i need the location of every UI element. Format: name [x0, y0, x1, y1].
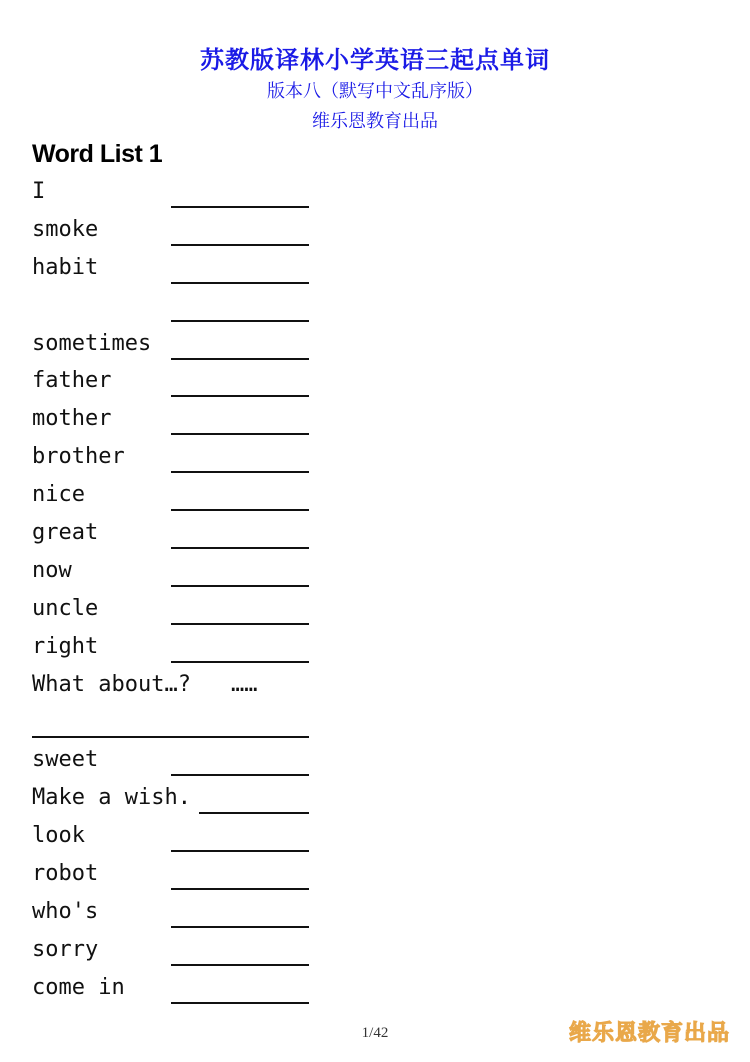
answer-blank: [171, 623, 309, 625]
word-text: right: [32, 633, 99, 659]
word-text: now: [32, 557, 72, 583]
word-row: [32, 365, 322, 403]
answer-blank: [171, 547, 309, 549]
word-text: look: [32, 823, 85, 849]
answer-blank: [171, 850, 309, 852]
answer-blank: [32, 736, 309, 738]
answer-blank: [171, 926, 309, 928]
word-row: [32, 896, 322, 934]
word-text: sorry: [32, 936, 99, 962]
answer-blank: [171, 471, 309, 473]
answer-blank: [171, 395, 309, 397]
ellipsis-suffix: ……: [231, 671, 258, 697]
word-text: sweet: [32, 747, 99, 773]
answer-blank: [171, 358, 309, 360]
word-text: mother: [32, 406, 112, 432]
word-row: [32, 555, 322, 593]
answer-blank: [171, 888, 309, 890]
answer-blank: [171, 206, 309, 208]
word-row: [32, 252, 322, 290]
word-text: come in: [32, 974, 125, 1000]
word-row: [32, 479, 322, 517]
word-row: [32, 631, 322, 669]
word-row: [32, 517, 322, 555]
answer-blank: [171, 585, 309, 587]
word-text: habit: [32, 254, 99, 280]
word-text: nice: [32, 482, 85, 508]
word-row: [32, 782, 322, 820]
word-list: [32, 176, 322, 1010]
page-number: 1/42: [361, 1025, 389, 1041]
word-row: [32, 593, 322, 631]
word-row: [32, 858, 322, 896]
publisher-line: 维乐恩教育出品: [312, 111, 438, 132]
answer-blank: [171, 774, 309, 776]
word-text: Make a wish.: [32, 785, 191, 811]
word-text: robot: [32, 861, 99, 887]
word-row: [32, 403, 322, 441]
answer-blank: [171, 1002, 309, 1004]
word-text: sometimes: [32, 330, 152, 356]
word-row: [32, 176, 322, 214]
word-row: [32, 290, 322, 328]
answer-blank: [171, 964, 309, 966]
word-row: [32, 328, 322, 366]
word-row: [32, 214, 322, 252]
word-text: What about…?: [32, 671, 191, 697]
word-row: [32, 744, 322, 782]
word-text: father: [32, 368, 112, 394]
answer-blank: [171, 509, 309, 511]
publisher-watermark: 维乐恩教育出品: [568, 1021, 730, 1046]
word-row: [32, 706, 322, 744]
word-row: [32, 441, 322, 479]
answer-blank: [171, 282, 309, 284]
word-text: I: [32, 179, 46, 204]
word-text: brother: [32, 444, 125, 470]
word-row: [32, 972, 322, 1010]
answer-blank: [171, 661, 309, 663]
word-list-heading: Word List 1: [32, 140, 163, 168]
answer-blank: [171, 433, 309, 435]
document-title: 苏教版译林小学英语三起点单词: [200, 46, 550, 74]
word-text: smoke: [32, 216, 99, 242]
answer-blank: [199, 812, 309, 814]
answer-blank: [171, 320, 309, 322]
word-text: uncle: [32, 595, 99, 621]
word-row: [32, 669, 322, 707]
word-row: [32, 934, 322, 972]
word-text: who's: [32, 898, 99, 924]
document-subtitle: 版本八（默写中文乱序版）: [267, 81, 483, 102]
document-header: [0, 44, 750, 136]
answer-blank: [171, 244, 309, 246]
word-row: [32, 820, 322, 858]
word-text: great: [32, 520, 99, 546]
